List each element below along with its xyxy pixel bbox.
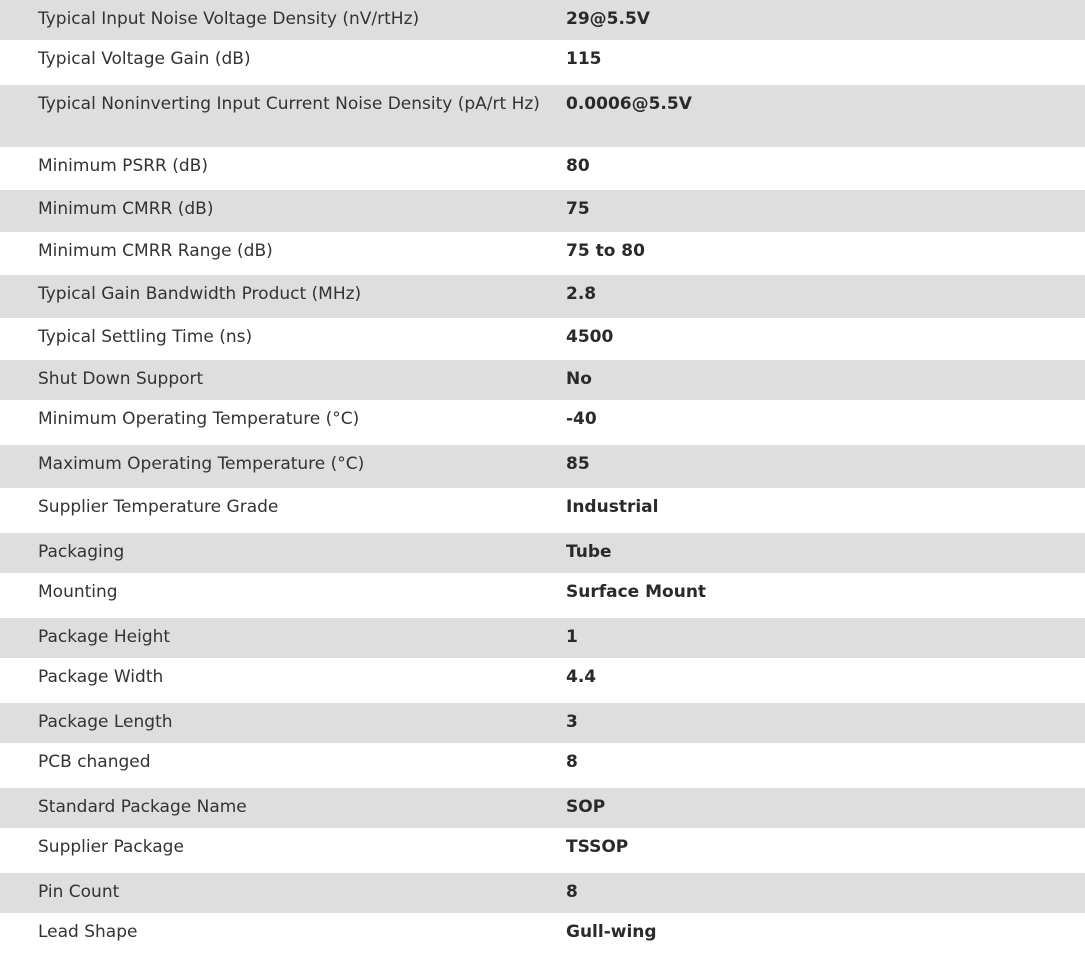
spec-label: Typical Settling Time (ns) bbox=[0, 318, 566, 360]
spec-row bbox=[0, 318, 1085, 360]
spec-label: Mounting bbox=[0, 573, 566, 618]
spec-row bbox=[0, 873, 1085, 913]
spec-label: Package Height bbox=[0, 618, 566, 658]
spec-label: Supplier Temperature Grade bbox=[0, 488, 566, 533]
spec-row bbox=[0, 913, 1085, 955]
spec-value: Tube bbox=[566, 533, 1085, 573]
spec-value: 75 bbox=[566, 190, 1085, 232]
spec-row bbox=[0, 0, 1085, 40]
spec-value: 3 bbox=[566, 703, 1085, 743]
spec-row bbox=[0, 618, 1085, 658]
spec-value: 8 bbox=[566, 873, 1085, 913]
spec-value: No bbox=[566, 360, 1085, 400]
spec-value: SOP bbox=[566, 788, 1085, 828]
spec-value: Industrial bbox=[566, 488, 1085, 533]
spec-label: Package Length bbox=[0, 703, 566, 743]
spec-label: Typical Gain Bandwidth Product (MHz) bbox=[0, 275, 566, 318]
spec-label: Minimum CMRR Range (dB) bbox=[0, 232, 566, 275]
spec-value: Surface Mount bbox=[566, 573, 1085, 618]
spec-row bbox=[0, 232, 1085, 275]
spec-value: 29@5.5V bbox=[566, 0, 1085, 40]
spec-label: Minimum PSRR (dB) bbox=[0, 147, 566, 190]
spec-row bbox=[0, 533, 1085, 573]
spec-value: 80 bbox=[566, 147, 1085, 190]
spec-row bbox=[0, 703, 1085, 743]
spec-label: Standard Package Name bbox=[0, 788, 566, 828]
spec-row bbox=[0, 488, 1085, 533]
spec-row bbox=[0, 190, 1085, 232]
spec-value: 1 bbox=[566, 618, 1085, 658]
spec-label: Packaging bbox=[0, 533, 566, 573]
spec-row bbox=[0, 445, 1085, 488]
spec-row bbox=[0, 85, 1085, 147]
spec-row bbox=[0, 275, 1085, 318]
spec-label: Shut Down Support bbox=[0, 360, 566, 400]
spec-label: Pin Count bbox=[0, 873, 566, 913]
spec-row bbox=[0, 147, 1085, 190]
spec-label: Minimum Operating Temperature (°C) bbox=[0, 400, 566, 445]
spec-row bbox=[0, 788, 1085, 828]
spec-row bbox=[0, 40, 1085, 85]
spec-row bbox=[0, 658, 1085, 703]
spec-value: 4.4 bbox=[566, 658, 1085, 703]
spec-label: Typical Input Noise Voltage Density (nV/rtHz) bbox=[0, 0, 566, 40]
spec-label: Package Width bbox=[0, 658, 566, 703]
spec-row bbox=[0, 400, 1085, 445]
spec-label: Typical Noninverting Input Current Noise Density (pA/rt Hz) bbox=[0, 85, 566, 147]
spec-row bbox=[0, 360, 1085, 400]
spec-value: 8 bbox=[566, 743, 1085, 788]
spec-row bbox=[0, 828, 1085, 873]
spec-row bbox=[0, 743, 1085, 788]
spec-row bbox=[0, 573, 1085, 618]
spec-label: Supplier Package bbox=[0, 828, 566, 873]
spec-value: 2.8 bbox=[566, 275, 1085, 318]
spec-value: Gull-wing bbox=[566, 913, 1085, 955]
spec-label: PCB changed bbox=[0, 743, 566, 788]
spec-value: 115 bbox=[566, 40, 1085, 85]
spec-label: Lead Shape bbox=[0, 913, 566, 955]
spec-label: Typical Voltage Gain (dB) bbox=[0, 40, 566, 85]
spec-value: 75 to 80 bbox=[566, 232, 1085, 275]
spec-value: 0.0006@5.5V bbox=[566, 85, 1085, 147]
spec-value: 85 bbox=[566, 445, 1085, 488]
spec-value: TSSOP bbox=[566, 828, 1085, 873]
spec-value: 4500 bbox=[566, 318, 1085, 360]
spec-value: -40 bbox=[566, 400, 1085, 445]
spec-label: Maximum Operating Temperature (°C) bbox=[0, 445, 566, 488]
spec-label: Minimum CMRR (dB) bbox=[0, 190, 566, 232]
